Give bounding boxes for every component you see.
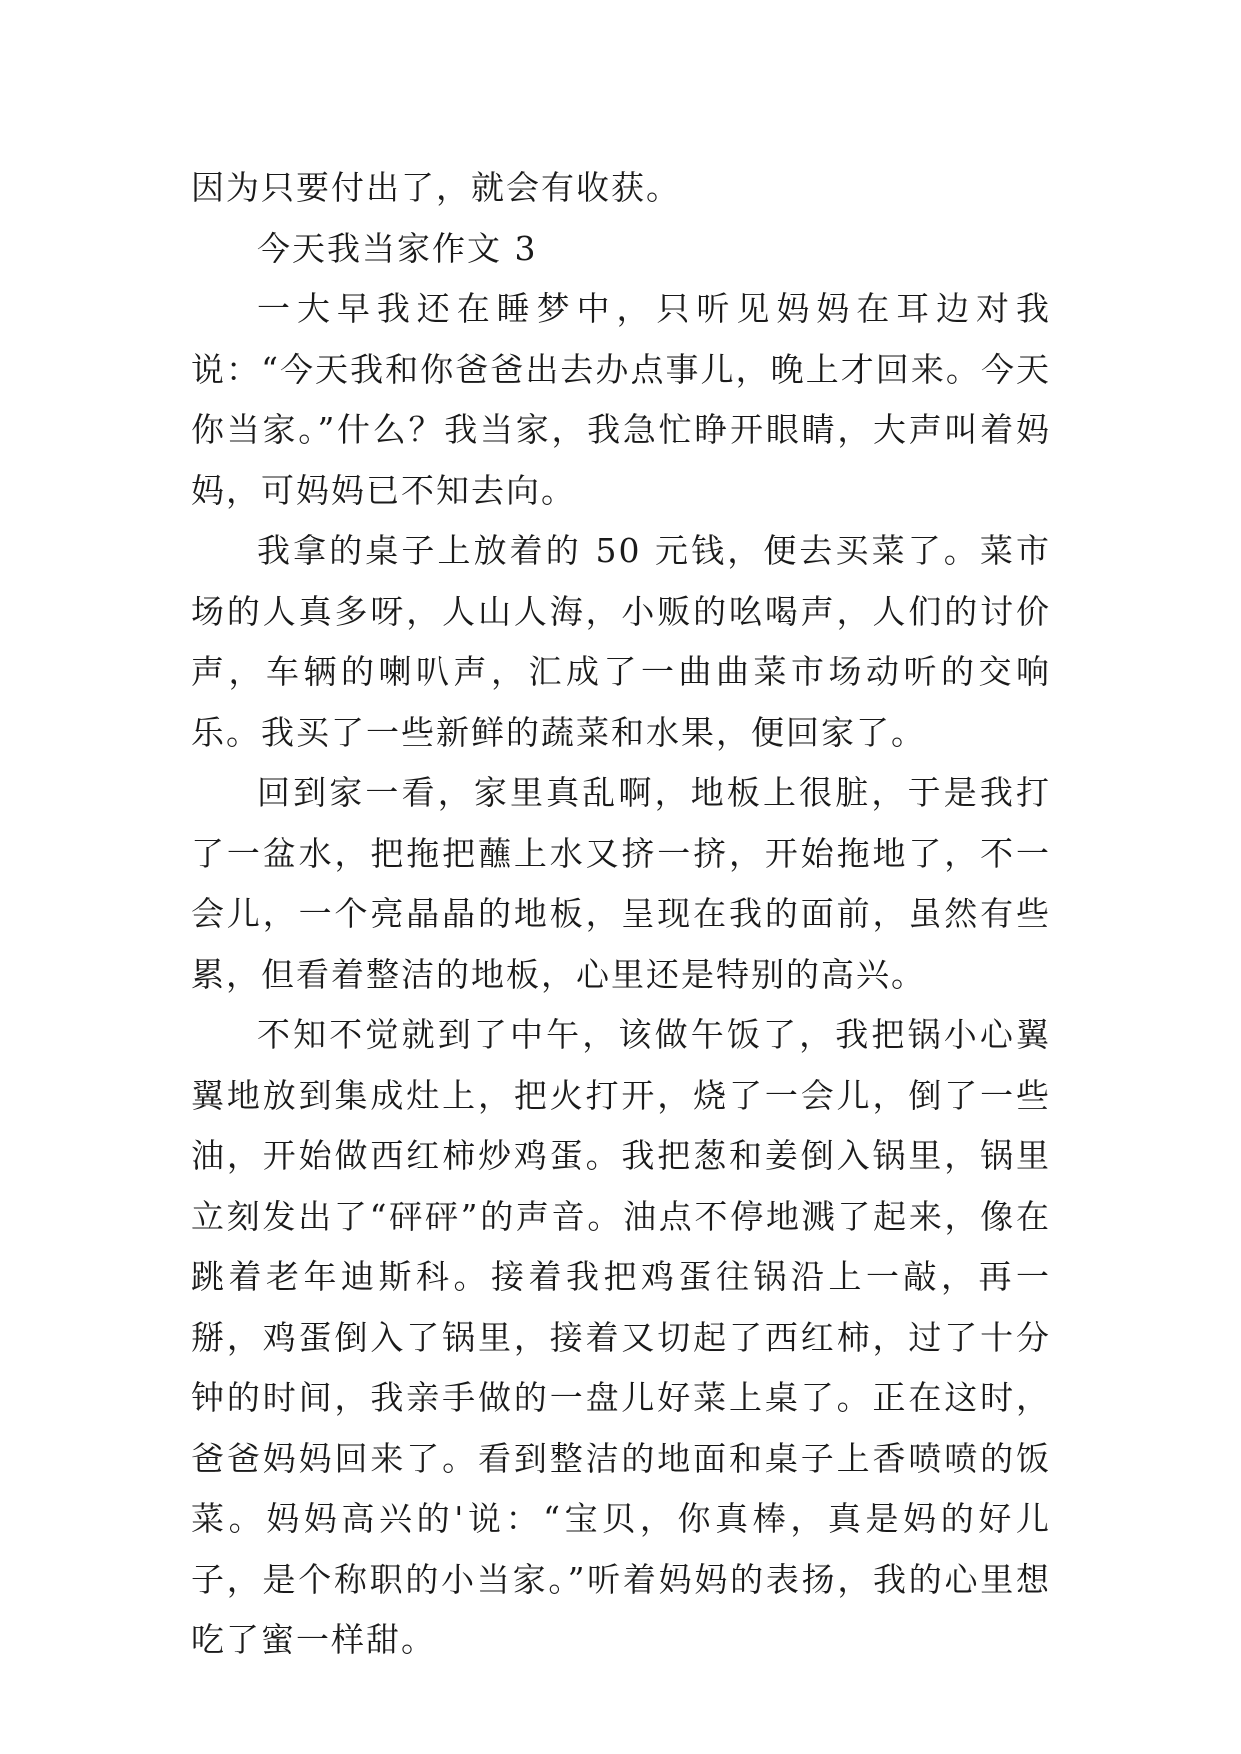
essay-body bbox=[191, 158, 1051, 1671]
essay-title: 今天我当家作文 3 bbox=[257, 228, 538, 268]
paragraph-cooking: 不知不觉就到了中午，该做午饭了，我把锅小心翼翼地放到集成灶上，把火打开，烧了一会儿，倒了一些油，开始做西红柿炒鸡蛋。我把葱和姜倒入锅里，锅里立刻发出了“砰砰”的声音。油点不停地溅了起来，像在跳着老年迪斯科。接着我把鸡蛋往锅沿上一敲，再一掰，鸡蛋倒入了锅里，接着又切起了西红柿，过了十分钟的时间，我亲手做的一盘儿好菜上桌了。正在这时，爸爸妈妈回来了。看到整洁的地面和桌子上香喷喷的饭菜。妈妈高兴的'说：“宝贝，你真棒，真是妈的好儿子，是个称职的小当家。”听着妈妈的表扬，我的心里想吃了蜜一样甜。 bbox=[191, 1015, 1051, 1659]
paragraph-morning: 一大早我还在睡梦中，只听见妈妈在耳边对我说：“今天我和你爸爸出去办点事儿，晚上才回来。今天你当家。”什么？我当家，我急忙睁开眼睛，大声叫着妈妈，可妈妈已不知去向。 bbox=[191, 289, 1051, 510]
paragraph-closing-line: 因为只要付出了，就会有收获。 bbox=[191, 168, 681, 207]
paragraph-market: 我拿的桌子上放着的 50 元钱，便去买菜了。菜市场的人真多呀，人山人海，小贩的吆喝声，人们的讨价声，车辆的喇叭声，汇成了一曲曲菜市场动听的交响乐。我买了一些新鲜的蔬菜和水果，便回家了。 bbox=[191, 531, 1051, 752]
paragraph-cleaning: 回到家一看，家里真乱啊，地板上很脏，于是我打了一盆水，把拖把蘸上水又挤一挤，开始拖地了，不一会儿，一个亮晶晶的地板，呈现在我的面前，虽然有些累，但看着整洁的地板，心里还是特别的高兴。 bbox=[191, 773, 1051, 994]
